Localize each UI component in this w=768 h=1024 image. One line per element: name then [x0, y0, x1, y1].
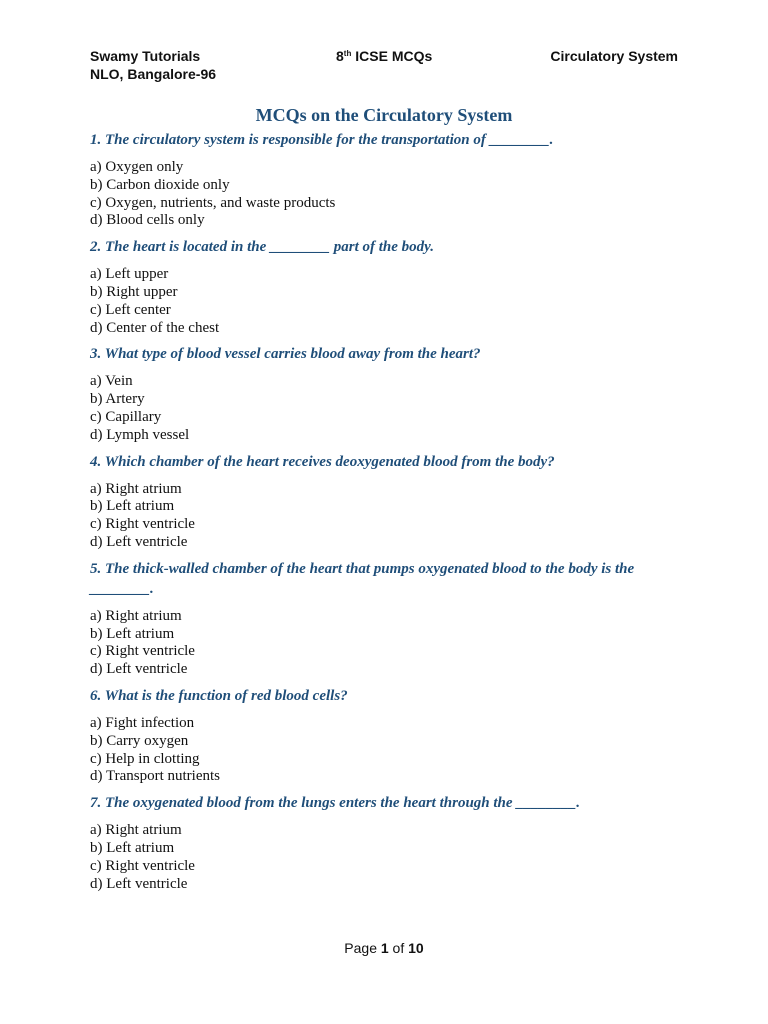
answer-option: b) Artery	[90, 391, 145, 408]
option-list	[90, 159, 680, 230]
answer-option: b) Left atrium	[90, 839, 175, 856]
answer-option: c) Right ventricle	[90, 643, 195, 660]
answer-option: a) Right atrium	[90, 822, 182, 839]
page-of: of	[388, 940, 409, 956]
question-block	[90, 344, 680, 444]
question-list	[90, 130, 680, 900]
grade-number: 8	[336, 48, 344, 64]
course-name: ICSE MCQs	[351, 48, 433, 64]
institute-name: Swamy Tutorials	[90, 48, 201, 64]
question-text: 2. The heart is located in the ________ part of the body.	[90, 239, 435, 256]
question-block	[90, 793, 680, 893]
question-block	[90, 130, 680, 230]
option-list	[90, 266, 680, 337]
answer-option: c) Right ventricle	[90, 857, 195, 874]
option-list	[90, 608, 680, 679]
answer-option: d) Blood cells only	[90, 212, 205, 229]
answer-option: b) Left atrium	[90, 498, 175, 515]
answer-option: d) Lymph vessel	[90, 426, 190, 443]
answer-option: a) Right atrium	[90, 607, 182, 624]
question-text: 3. What type of blood vessel carries blood away from the heart?	[90, 346, 481, 363]
question-block	[90, 686, 680, 786]
header-left	[90, 47, 216, 83]
answer-option: c) Oxygen, nutrients, and waste products	[90, 194, 336, 211]
header-center	[336, 47, 432, 65]
answer-option: b) Left atrium	[90, 625, 175, 642]
answer-option: d) Transport nutrients	[90, 768, 221, 785]
question-text: 1. The circulatory system is responsible for the transportation of ________.	[90, 132, 554, 148]
question-block	[90, 559, 680, 679]
question-text: 6. What is the function of red blood cells?	[90, 687, 348, 704]
answer-option: d) Left ventricle	[90, 875, 188, 892]
question-text: 5. The thick-walled chamber of the heart that pumps oxygenated blood to the body is the ________.	[90, 560, 635, 597]
question-text: 4. Which chamber of the heart receives deoxygenated blood from the body?	[90, 453, 555, 470]
answer-option: b) Right upper	[90, 283, 178, 300]
answer-option: b) Carbon dioxide only	[90, 176, 230, 193]
answer-option: a) Fight infection	[90, 714, 195, 731]
institute-address: NLO, Bangalore-96	[90, 66, 217, 82]
header-topic: Circulatory System	[550, 48, 678, 64]
answer-option: a) Vein	[90, 373, 133, 390]
answer-option: a) Left upper	[90, 266, 169, 283]
page-current: 1	[380, 940, 389, 956]
option-list	[90, 822, 680, 893]
answer-option: b) Carry oxygen	[90, 732, 189, 749]
answer-option: d) Center of the chest	[90, 319, 220, 336]
page-header	[90, 47, 680, 87]
answer-option: c) Capillary	[90, 408, 162, 425]
grade-suffix: th	[343, 49, 352, 58]
answer-option: a) Oxygen only	[90, 159, 184, 175]
answer-option: c) Help in clotting	[90, 750, 200, 767]
page-total: 10	[408, 940, 424, 956]
question-block	[90, 237, 680, 337]
answer-option: a) Right atrium	[90, 480, 182, 497]
answer-option: d) Left ventricle	[90, 661, 188, 678]
page-footer	[0, 940, 768, 956]
page-label: Page	[344, 940, 381, 956]
option-list	[90, 715, 680, 786]
question-block	[90, 452, 680, 552]
answer-option: c) Left center	[90, 301, 171, 318]
question-text: 7. The oxygenated blood from the lungs enters the heart through the ________.	[90, 795, 581, 812]
document-title: MCQs on the Circulatory System	[255, 105, 513, 125]
answer-option: d) Left ventricle	[90, 533, 188, 550]
option-list	[90, 481, 680, 552]
answer-option: c) Right ventricle	[90, 516, 195, 533]
option-list	[90, 373, 680, 444]
